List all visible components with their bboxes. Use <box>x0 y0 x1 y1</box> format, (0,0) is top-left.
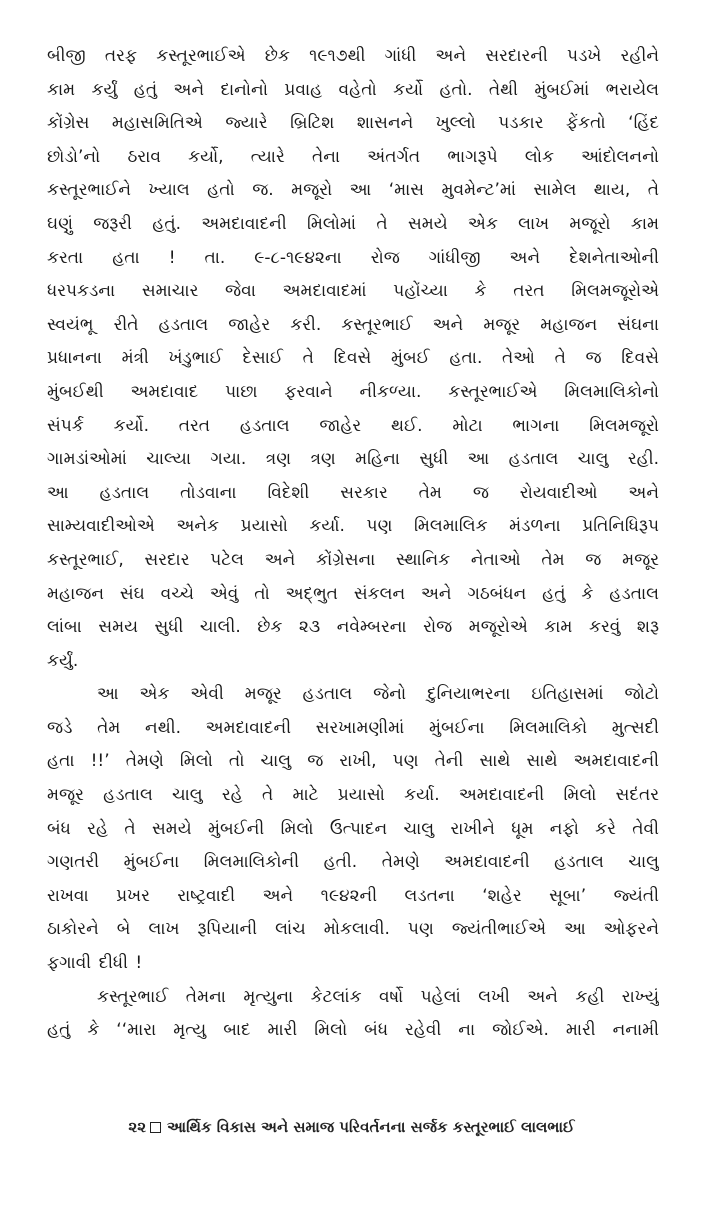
text-line: મજૂર હડતાલ ચાલુ રહે તે માટે પ્રયાસો કર્યા. અમદાવાદની મિલો સદંતર <box>47 785 659 806</box>
text-line: ગામડાંઓમાં ચાલ્યા ગયા. ત્રણ ત્રણ મહિના સુધી આ હડતાલ ચાલુ રહી. <box>47 449 659 470</box>
text-line: મહાજન સંઘ વચ્ચે એવું તો અદ્ભુત સંકલન અને ગઠબંધન હતું કે હડતાલ <box>47 583 659 604</box>
text-line: ધરપકડના સમાચાર જેવા અમદાવાદમાં પહોંચ્યા કે તરત મિલમજૂરોએ <box>47 281 659 302</box>
page-number: ૨૨ <box>128 1118 147 1136</box>
text-line: આ એક એવી મજૂર હડતાલ જેનો દુનિયાભરના ઇતિહાસમાં જોટો <box>97 684 659 705</box>
text-line: કામ કર્યું હતું અને દાનોનો પ્રવાહ વહેતો કર્યો હતો. તેથી મુંબઈમાં ભરાયેલ <box>47 79 659 100</box>
text-line: કર્યું. <box>47 650 79 671</box>
text-line: કસ્તૂરભાઈ, સરદાર પટેલ અને કોંગ્રેસના સ્થાનિક નેતાઓ તેમ જ મજૂર <box>47 549 659 570</box>
text-line: સ્વયંભૂ રીતે હડતાલ જાહેર કરી. કસ્તૂરભાઈ અને મજૂર મહાજન સંઘના <box>47 314 659 335</box>
text-line: રાખવા પ્રખર રાષ્ટ્રવાદી અને ૧૯૪૨ની લડતના ‘શહેર સૂબા’ જ્યંતી <box>47 885 659 906</box>
text-line: કસ્તૂરભાઈ તેમના મૃત્યુના કેટલાંક વર્ષો પહેલાં લખી અને કહી રાખ્યું <box>97 986 659 1007</box>
text-line: ગણતરી મુંબઈના મિલમાલિકોની હતી. તેમણે અમદાવાદની હડતાલ ચાલુ <box>47 852 659 873</box>
text-line: બીજી તરફ કસ્તૂરભાઈએ છેક ૧૯૧૭થી ગાંધી અને સરદારની પડખે રહીને <box>47 46 659 66</box>
text-line: ઠાકોરને બે લાખ રૂપિયાની લાંચ મોકલાવી. પણ જ્યંતીભાઈએ આ ઓફરને <box>47 919 659 940</box>
text-line: સામ્યવાદીઓએ અનેક પ્રયાસો કર્યા. પણ મિલમાલિક મંડળના પ્રતિનિધિરૂપ <box>47 516 659 537</box>
text-line: ફગાવી દીધી ! <box>47 953 143 974</box>
text-line: સંપર્ક કર્યો. તરત હડતાલ જાહેર થઈ. મોટા ભાગના મિલમજૂરો <box>47 415 659 436</box>
square-box-icon <box>150 1122 161 1133</box>
paragraph <box>47 981 659 1048</box>
text-line: બંધ રહે તે સમયે મુંબઈની મિલો ઉત્પાદન ચાલુ રાખીને ધૂમ નફો કરે તેવી <box>47 818 659 839</box>
text-line: જડે તેમ નથી. અમદાવાદની સરખામણીમાં મુંબઈના મિલમાલિકો મુત્સદી <box>47 717 659 738</box>
text-line: હતા !!’ તેમણે મિલો તો ચાલુ જ રાખી, પણ તેની સાથે સાથે અમદાવાદની <box>47 751 659 772</box>
paragraph <box>47 40 659 678</box>
book-title: આર્થિક વિકાસ અને સમાજ પરિવર્તનના સર્જક કસ્તૂરભાઈ લાલભાઈ <box>167 1118 575 1136</box>
text-line: કરતા હતા ! તા. ૯-૮-૧૯૪૨ના રોજ ગાંધીજી અને દેશનેતાઓની <box>47 247 659 268</box>
text-line: હતું કે ‘‘મારા મૃત્યુ બાદ મારી મિલો બંધ રહેવી ના જોઈએ. મારી નનામી <box>47 1020 659 1041</box>
text-line: કસ્તૂરભાઈને ખ્યાલ હતો જ. મજૂરો આ ‘માસ મુવમેન્ટ’માં સામેલ થાય, તે <box>47 180 659 201</box>
text-line: લાંબા સમય સુધી ચાલી. છેક ૨૩ નવેમ્બરના રોજ મજૂરોએ કામ કરવું શરૂ <box>47 617 659 638</box>
text-line: કોંગ્રેસ મહાસમિતિએ જ્યારે બ્રિટિશ શાસનને ખુલ્લો પડકાર ફેંકતો ‘હિંદ <box>47 113 659 134</box>
text-line: પ્રધાનના મંત્રી ખંડુભાઈ દેસાઈ તે દિવસે મુંબઈ હતા. તેઓ તે જ દિવસે <box>47 348 659 369</box>
body-text <box>47 40 659 1048</box>
text-line: છોડો’નો ઠરાવ કર્યો, ત્યારે તેના અંતર્ગત ભાગરૂપે લોક આંદોલનનો <box>47 146 659 167</box>
running-footer <box>0 1118 703 1136</box>
text-line: ઘણું જરૂરી હતું. અમદાવાદની મિલોમાં તે સમયે એક લાખ મજૂરો કામ <box>47 213 659 234</box>
text-line: આ હડતાલ તોડવાના વિદેશી સરકાર તેમ જ રોયવાદીઓ અને <box>47 482 659 503</box>
text-line: મુંબઈથી અમદાવાદ પાછા ફરવાને નીકળ્યા. કસ્તૂરભાઈએ મિલમાલિકોનો <box>47 381 659 402</box>
paragraph <box>47 678 659 980</box>
